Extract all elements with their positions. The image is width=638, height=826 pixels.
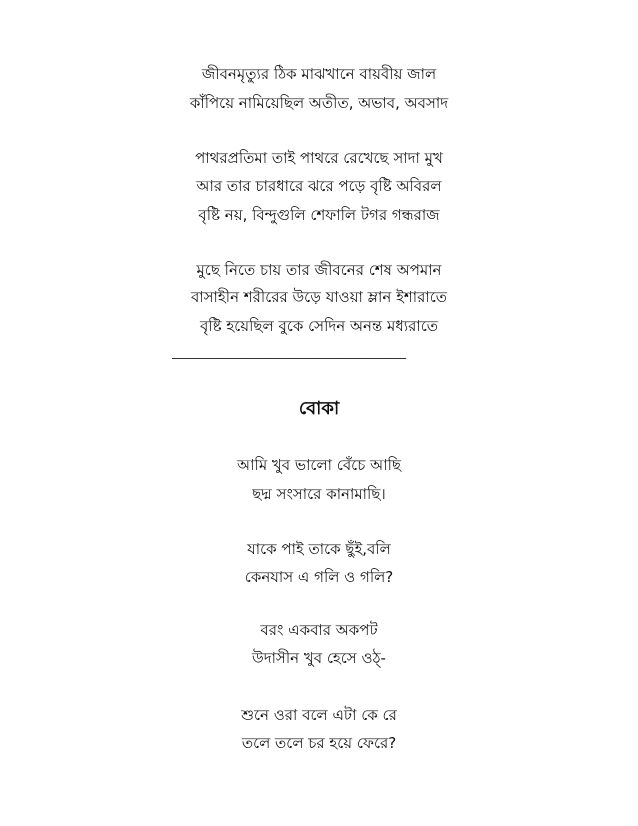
poem-line: বাসাহীন শরীরের উড়ে যাওয়া ম্লান ইশারাতে bbox=[190, 288, 448, 306]
poem-line: মুছে নিতে চায় তার জীবনের শেষ অপমান bbox=[196, 261, 442, 279]
poem-line: তলে তলে চর হয়ে ফেরে? bbox=[241, 734, 397, 752]
poem-line: উদাসীন খুব হেসে ওঠ্- bbox=[252, 649, 386, 667]
poem-line: বরং একবার অকপট bbox=[260, 621, 378, 639]
poem-line: বৃষ্টি নয়, বিন্দুগুলি শেফালি টগর গন্ধরাজ bbox=[198, 206, 440, 224]
poem-line: শুনে ওরা বলে এটা কে রে bbox=[241, 706, 397, 724]
poem-line: ছদ্ম সংসারে কানামাছি। bbox=[252, 485, 386, 503]
poem-line: পাথরপ্রতিমা তাই পাথরে রেখেছে সাদা মুখ bbox=[195, 149, 443, 167]
poem-line: বৃষ্টি হয়েছিল বুকে সেদিন অনন্ত মধ্যরাতে bbox=[199, 317, 438, 335]
poem-line: কেনযাস এ গলি ও গলি? bbox=[244, 568, 394, 586]
poem-line: যাকে পাই তাকে ছুঁই,বলি bbox=[247, 540, 391, 558]
poem-line: জীবনমৃত্যুর ঠিক মাঝখানে বায়বীয় জাল bbox=[201, 65, 437, 83]
section-divider: _______________________________________ bbox=[172, 345, 406, 359]
poem-line: কাঁপিয়ে নামিয়েছিল অতীত, অভাব, অবসাদ bbox=[189, 94, 449, 112]
poem-line: আমি খুব ভালো বেঁচে আছি bbox=[237, 456, 401, 474]
poem-title: বোকা bbox=[298, 398, 340, 419]
poem-line: আর তার চারধারে ঝরে পড়ে বৃষ্টি অবিরল bbox=[196, 177, 442, 195]
